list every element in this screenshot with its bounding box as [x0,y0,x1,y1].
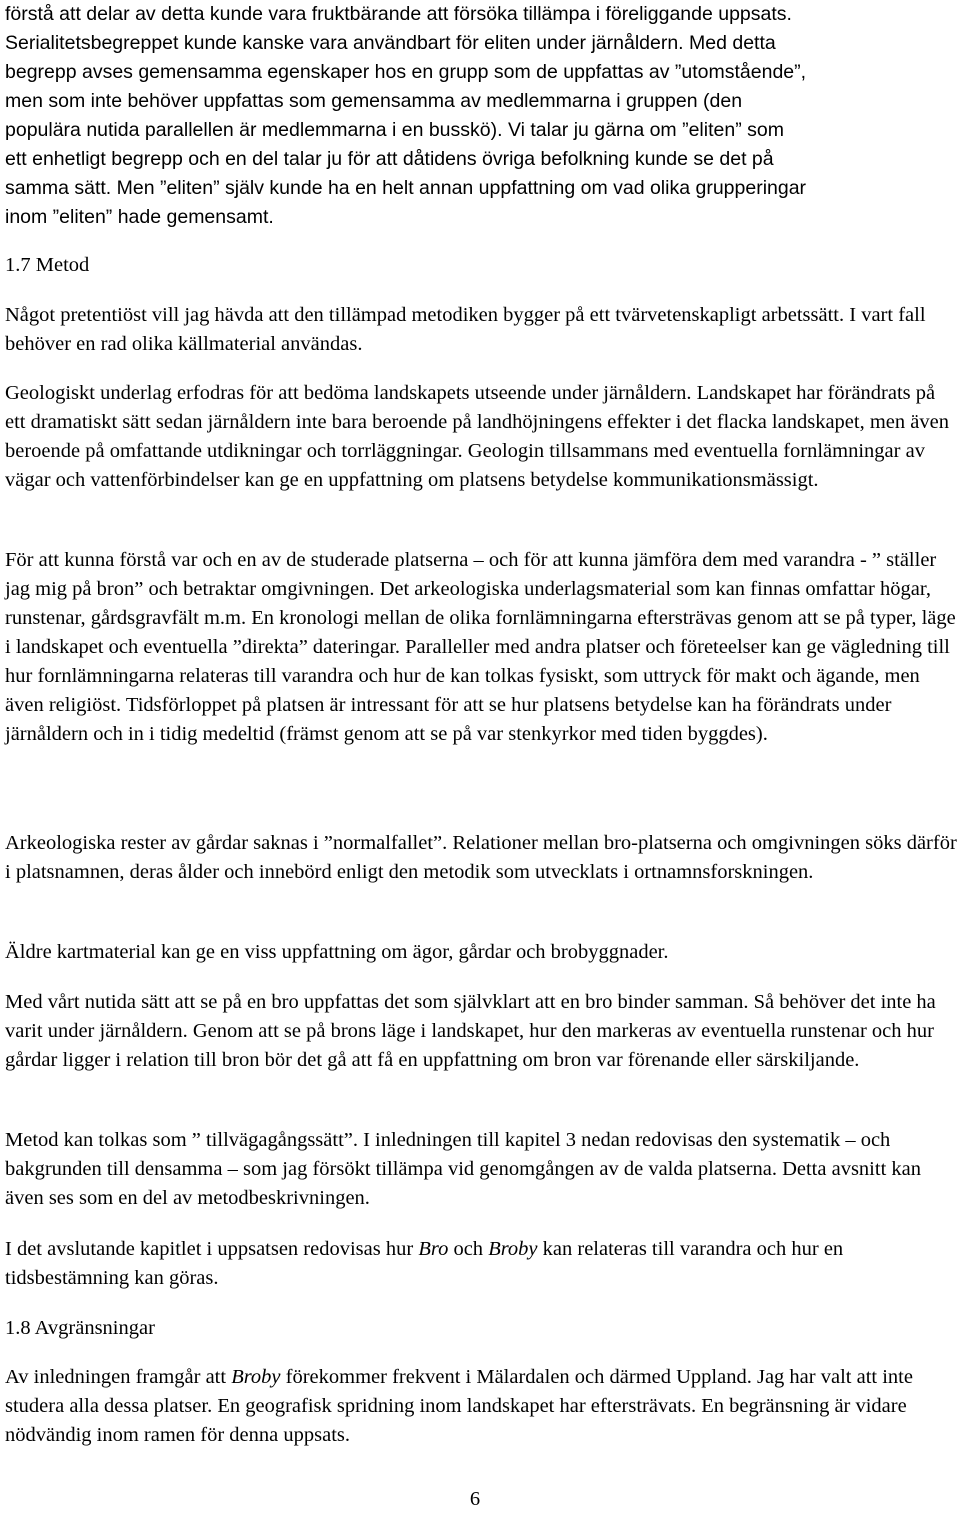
intro-line: ett enhetligt begrepp och en del talar ju för att dåtidens övriga befolkning kunde se det på [5,148,774,170]
paragraph-text: I det avslutande kapitlet i uppsatsen redovisas hur [5,1238,419,1260]
section-heading-metod: 1.7 Metod [5,254,90,276]
intro-line: inom ”eliten” hade gemensamt. [5,206,274,228]
metod-paragraph-4: Arkeologiska rester av gårdar saknas i ”normalfallet”. Relationer mellan bro-platserna och omgivningen söks därför i platsnamnen, deras ålder och innebörd enligt den metodik som utvecklats i ortnamnsforskningen. [5,832,957,883]
metod-paragraph-3: För att kunna förstå var och en av de studerade platserna – och för att kunna jämföra dem med varandra - ” ställer jag mig på bron” och betraktar omgivningen. Det arkeologiska underlagsmaterial som kan finnas omfattar högar, runstenar, gårdsgravfält m.m. En kronologi mellan de olika fornlämningarna eftersträvas genom att se på typer, läge i landskapet och eventuella ”direkta” dateringar. Paralleller med andra platser och företeelser kan ge vägledning till hur fornlämningarna relateras till varandra och hur de kan tolkas fysiskt, som uttryck för makt och ägande, men även religiöst. Tidsförloppet på platsen är intressant för att se hur platsens betydelse kan ha förändrats under järnåldern och in i tidig medeltid (främst genom att se på var stenkyrkor med tiden byggdes). [5,549,956,745]
section-heading-avgransningar: 1.8 Avgränsningar [5,1317,155,1339]
intro-line: populära nutida parallellen är medlemmarna i en busskö). Vi talar ju gärna om ”eliten” som [5,119,784,141]
paragraph-text: förekommer frekvent i Mälardalen och därmed Uppland. Jag har valt att inte studera alla dessa platser. En geografisk spridning inom landskapet har eftersträvats. En begränsning är vidare nödvändig inom ramen för denna uppsats. [5,1366,913,1446]
metod-paragraph-8 [5,1235,957,1293]
metod-paragraph-2: Geologiskt underlag erfodras för att bedöma landskapets utseende under järnåldern. Landskapet har förändrats på ett dramatiskt sätt sedan järnåldern inte bara beroende på landhöjningens effekter i det flacka landskapet, men även beroende på omfattande utdikningar och torrläggningar. Geologin tillsammans med eventuella fornlämningar av vägar och vattenförbindelser kan ge en uppfattning om platsens betydelse kommunikationsmässigt. [5,382,949,491]
intro-paragraph [5,0,957,232]
paragraph-text: kan relateras till varandra och hur en tidsbestämning kan göras. [5,1238,844,1289]
intro-line: förstå att delar av detta kunde vara fruktbärande att försöka tillämpa i föreliggande uppsats. [5,3,792,25]
page-number: 6 [469,1488,481,1510]
metod-paragraph-5: Äldre kartmaterial kan ge en viss uppfattning om ägor, gårdar och brobyggnader. [5,941,669,963]
metod-paragraph-1: Något pretentiöst vill jag hävda att den tillämpad metodiken bygger på ett tvärvetenskapligt arbetssätt. I vart fall behöver en rad olika källmaterial användas. [5,304,926,355]
paragraph-text: och [448,1238,489,1260]
metod-paragraph-7: Metod kan tolkas som ” tillvägagångssätt”. I inledningen till kapitel 3 nedan redovisas den systematik – och bakgrunden till densamma – som jag försökt tillämpa vid genomgången av de valda platserna. Detta avsnitt kan även ses som en del av metodbeskrivningen. [5,1129,921,1209]
avgransningar-paragraph-1 [5,1363,957,1450]
intro-line: begrepp avses gemensamma egenskaper hos en grupp som de uppfattas av ”utomstående”, [5,61,807,83]
place-name-broby: Broby [231,1366,281,1388]
intro-line: Serialitetsbegreppet kunde kanske vara användbart för eliten under järnåldern. Med detta [5,32,776,54]
place-name-bro: Bro [418,1238,449,1260]
paragraph-text: Av inledningen framgår att [5,1366,232,1388]
intro-line: men som inte behöver uppfattas som gemensamma av medlemmarna i gruppen (den [5,90,743,112]
place-name-broby: Broby [488,1238,538,1260]
intro-line: samma sätt. Men ”eliten” själv kunde ha en helt annan uppfattning om vad olika grupperingar [5,177,807,199]
metod-paragraph-6: Med vårt nutida sätt att se på en bro uppfattas det som självklart att en bro binder samman. Så behöver det inte ha varit under järnåldern. Genom att se på brons läge i landskapet, hur den markeras av eventuella runstenar och hur gårdar ligger i relation till bron bör det gå att få en uppfattning om bron var förenande eller särskiljande. [5,991,936,1071]
